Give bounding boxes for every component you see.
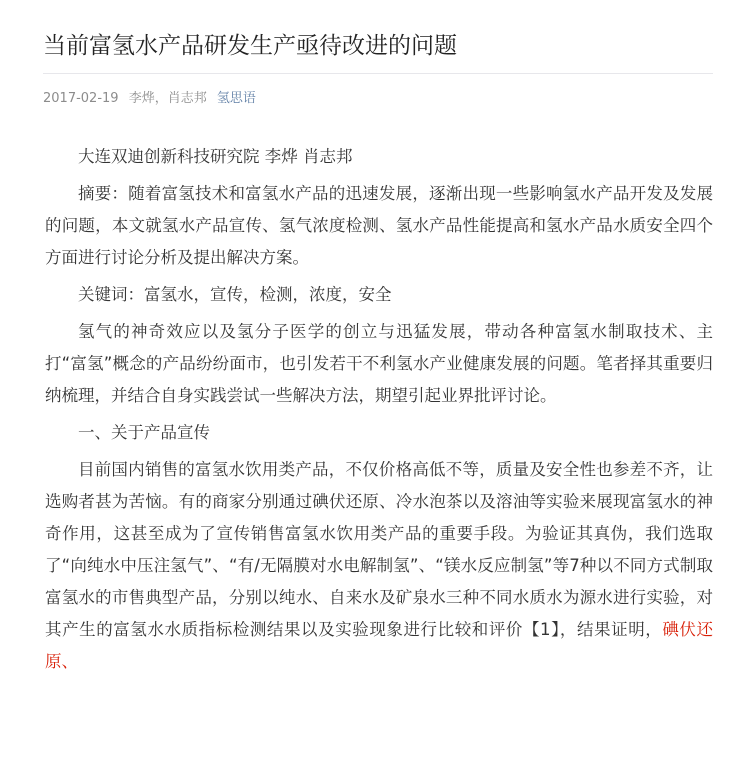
title-divider	[43, 73, 713, 74]
account-link[interactable]: 氢思语	[216, 91, 256, 106]
abstract-paragraph: 摘要：随着富氢技术和富氢水产品的迅速发展，逐渐出现一些影响氢水产品开发及发展的问题，本文就氢水产品宣传、氢气浓度检测、氢水产品性能提高和氢水产品水质安全四个方面进行讨论分析及提出解决方案。	[45, 184, 713, 267]
publish-date: 2017-02-19	[43, 91, 119, 106]
body-paragraph-text: 目前国内销售的富氢水饮用类产品，不仅价格高低不等，质量及安全性也参差不齐，让选购者甚为苦恼。有的商家分别通过碘伏还原、冷水泡茶以及溶油等实验来展现富氢水的神奇作用，这甚至成为了宣传销售富氢水饮用类产品的重要手段。为验证其真伪，我们选取了“向纯水中压注氢气”、“有/无隔膜对水电解制氢”、“镁水反应制氢”等7种以不同方式制取富氢水的市售典型产品，分别以纯水、自来水及矿泉水三种不同水质水为源水进行实验，对其产生的富氢水水质指标检测结果以及实验现象进行比较和评价【1】，结果证明，	[45, 460, 713, 639]
intro-paragraph: 氢气的神奇效应以及氢分子医学的创立与迅猛发展，带动各种富氢水制取技术、主打“富氢”概念的产品纷纷面市，也引发若干不利氢水产业健康发展的问题。笔者择其重要归纳梳理，并结合自身实践尝试一些解决方法，期望引起业界批评讨论。	[45, 322, 713, 405]
article-content	[45, 141, 713, 683]
body-paragraph	[45, 454, 713, 678]
section-heading: 一、关于产品宣传	[78, 423, 210, 442]
article-meta	[43, 89, 256, 109]
article-title: 当前富氢水产品研发生产亟待改进的问题	[43, 33, 457, 59]
highlighted-text: 碘伏还原、	[45, 620, 714, 671]
authors: 李烨，肖志邦	[128, 91, 207, 106]
keywords-paragraph: 关键词：富氢水，宣传，检测，浓度，安全	[78, 285, 392, 304]
affiliation-paragraph: 大连双迪创新科技研究院 李烨 肖志邦	[78, 147, 353, 166]
